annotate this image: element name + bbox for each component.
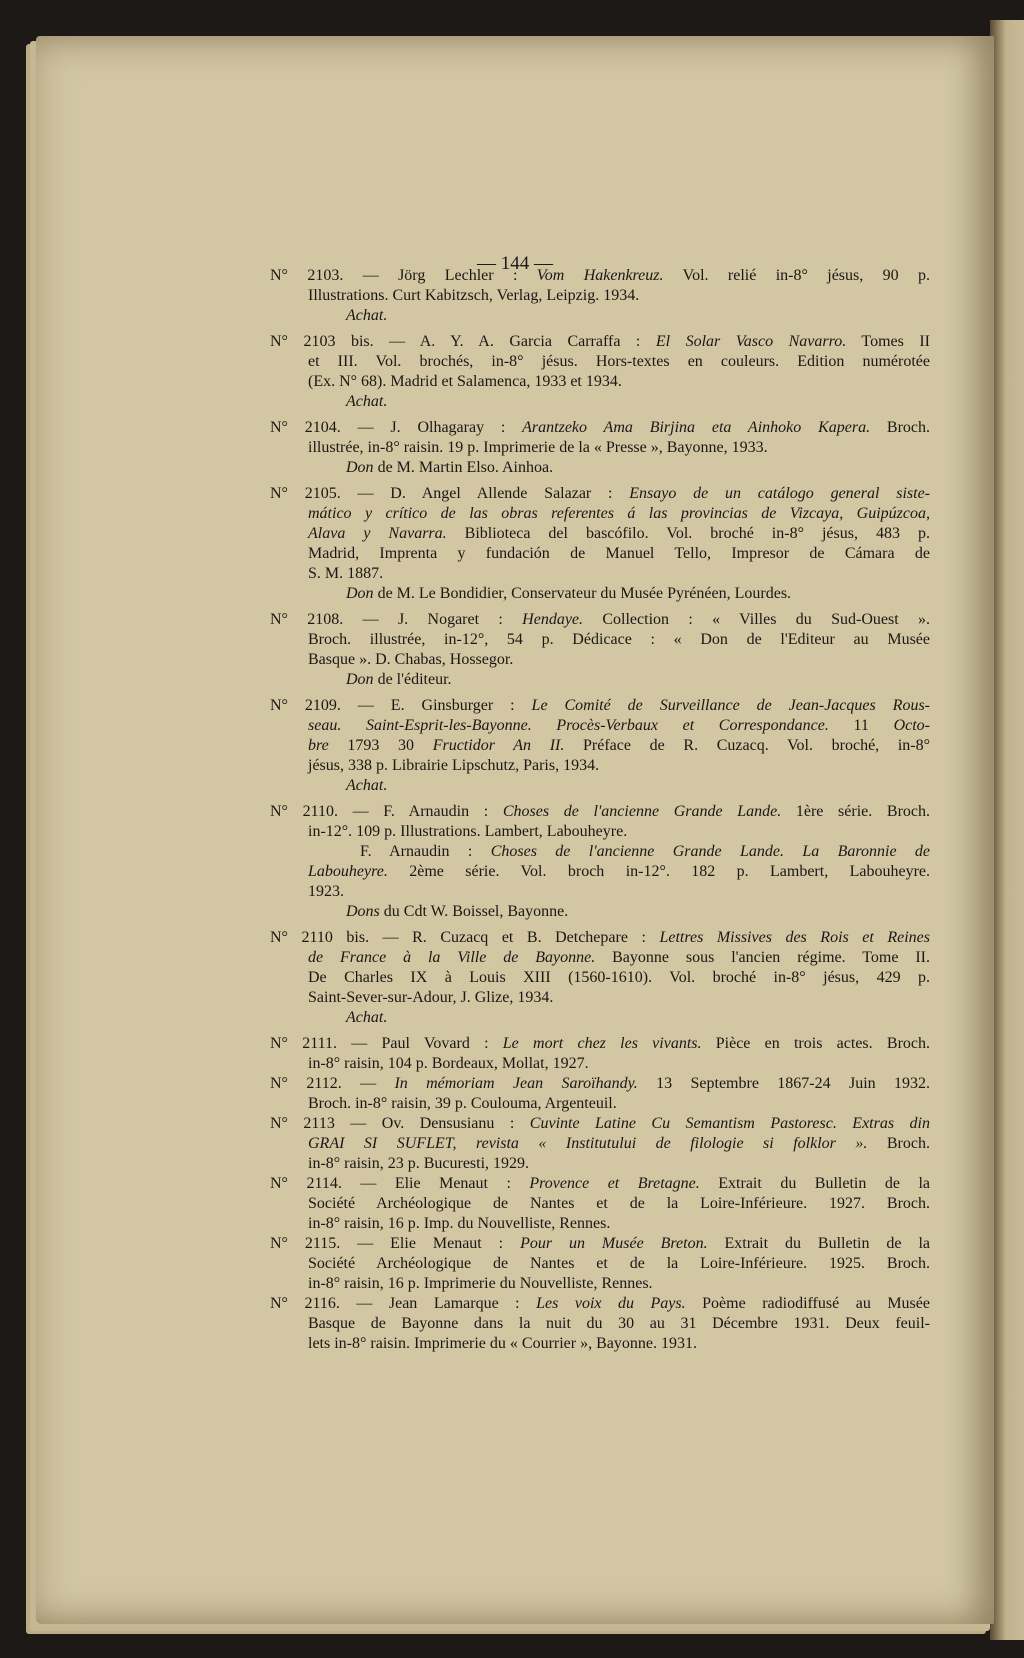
catalogue-entry bbox=[270, 802, 930, 922]
entry-text: Biblioteca del bascófilo. Vol. broché in-8° jésus, 483 p. bbox=[446, 525, 930, 542]
entry-text: N° 2110 bis. — R. Cuzacq et B. Detchepare : bbox=[270, 929, 660, 946]
entry-line bbox=[270, 266, 930, 286]
acquisition-note bbox=[270, 458, 930, 478]
catalogue-entries bbox=[270, 266, 930, 1354]
entry-text: N° 2109. — E. Ginsburger : bbox=[270, 697, 532, 714]
entry-line bbox=[270, 696, 930, 716]
acquisition-text: Don bbox=[346, 459, 374, 476]
entry-text: Préface de R. Cuzacq. Vol. broché, in-8° bbox=[564, 737, 931, 754]
entry-text: N° 2105. — D. Angel Allende Salazar : bbox=[270, 485, 630, 502]
entry-text: N° 2104. — J. Olhagaray : bbox=[270, 419, 523, 436]
title-text: GRAI SI SUFLET, revista « Institutului de filologie si folklor ». bbox=[308, 1135, 868, 1152]
acquisition-text: de M. Martin Elso. Ainhoa. bbox=[373, 459, 554, 476]
title-text: de France à la Ville de Bayonne. bbox=[308, 949, 596, 966]
entry-text: N° 2114. — Elie Menaut : bbox=[270, 1175, 530, 1192]
catalogue-entry bbox=[270, 1114, 930, 1174]
entry-text: Poème radiodiffusé au Musée bbox=[685, 1295, 930, 1312]
entry-text: 2ème série. Vol. broch in-12°. 182 p. Lambert, Labouheyre. bbox=[387, 863, 930, 880]
title-text: Lettres Missives des Rois et Reines bbox=[659, 929, 931, 946]
acquisition-note bbox=[270, 392, 930, 412]
title-text: bre bbox=[308, 737, 329, 754]
entry-text: in-8° raisin, 104 p. Bordeaux, Mollat, 1927. bbox=[308, 1055, 589, 1072]
entry-line bbox=[270, 1194, 930, 1214]
entry-text: N° 2115. — Elie Menaut : bbox=[270, 1235, 521, 1252]
entry-text: N° 2110. — F. Arnaudin : bbox=[270, 803, 503, 820]
entry-text: N° 2112. — bbox=[270, 1075, 395, 1092]
catalogue-entry bbox=[270, 1234, 930, 1294]
title-text: seau. Saint-Esprit-les-Bayonne. Procès-Verbaux et Correspondance. bbox=[308, 717, 829, 734]
entry-line bbox=[270, 564, 930, 584]
acquisition-text: Achat. bbox=[346, 777, 388, 794]
acquisition-text: du Cdt W. Boissel, Bayonne. bbox=[379, 903, 569, 920]
catalogue-entry bbox=[270, 1074, 930, 1114]
entry-line bbox=[270, 1294, 930, 1314]
entry-line bbox=[270, 822, 930, 842]
entry-line bbox=[270, 716, 930, 736]
title-text: Hendaye. bbox=[522, 611, 584, 628]
acquisition-note bbox=[270, 306, 930, 326]
entry-line bbox=[270, 1314, 930, 1334]
entry-text: S. M. 1887. bbox=[308, 565, 384, 582]
entry-line bbox=[270, 1094, 930, 1114]
entry-text: Bayonne sous l'ancien régime. Tome II. bbox=[595, 949, 930, 966]
entry-text: Illustrations. Curt Kabitzsch, Verlag, Leipzig. 1934. bbox=[308, 287, 640, 304]
entry-text: N° 2113 — Ov. Densusianu : bbox=[270, 1115, 530, 1132]
entry-line bbox=[270, 862, 930, 882]
entry-line bbox=[270, 504, 930, 524]
title-text: Les voix du Pays. bbox=[536, 1295, 686, 1312]
entry-line bbox=[270, 842, 930, 862]
entry-line bbox=[270, 418, 930, 438]
title-text: In mémoriam Jean Saroïhandy. bbox=[394, 1075, 638, 1092]
entry-text: Broch. illustrée, in-12°, 54 p. Dédicace : « Don de l'Editeur au Musée bbox=[308, 631, 930, 648]
title-text: Vom Hakenkreuz. bbox=[536, 267, 664, 284]
entry-text: N° 2116. — Jean Lamarque : bbox=[270, 1295, 537, 1312]
entry-text: Tomes II bbox=[846, 333, 931, 350]
entry-text: N° 2108. — J. Nogaret : bbox=[270, 611, 523, 628]
entry-line bbox=[270, 1034, 930, 1054]
entry-line bbox=[270, 352, 930, 372]
title-text: Provence et Bretagne. bbox=[529, 1175, 700, 1192]
entry-line bbox=[270, 756, 930, 776]
title-text: Cuvinte Latine Cu Semantism Pastoresc. Extras din bbox=[529, 1115, 930, 1132]
entry-text: Vol. relié in-8° jésus, 90 p. bbox=[663, 267, 931, 284]
entry-text: Extrait du Bulletin de la bbox=[707, 1235, 930, 1252]
entry-line bbox=[270, 1214, 930, 1234]
entry-line bbox=[270, 372, 930, 392]
entry-line bbox=[270, 610, 930, 630]
entry-text: 13 Septembre 1867-24 Juin 1932. bbox=[637, 1075, 930, 1092]
acquisition-text: Don bbox=[346, 585, 374, 602]
entry-text: jésus, 338 p. Librairie Lipschutz, Paris, 1934. bbox=[308, 757, 600, 774]
entry-text: Basque ». D. Chabas, Hossegor. bbox=[308, 651, 514, 668]
title-text: Le mort chez les vivants. bbox=[502, 1035, 702, 1052]
entry-line bbox=[270, 948, 930, 968]
catalogue-entry bbox=[270, 418, 930, 478]
entry-line bbox=[270, 968, 930, 988]
entry-text: 1923. bbox=[308, 883, 344, 900]
acquisition-text: Achat. bbox=[346, 393, 388, 410]
entry-line bbox=[270, 1154, 930, 1174]
entry-text: Extrait du Bulletin de la bbox=[699, 1175, 930, 1192]
entry-text: 1ère série. Broch. bbox=[781, 803, 930, 820]
acquisition-note bbox=[270, 584, 930, 604]
acquisition-text: de M. Le Bondidier, Conservateur du Musée Pyrénéen, Lourdes. bbox=[373, 585, 792, 602]
entry-line bbox=[270, 988, 930, 1008]
catalogue-entry bbox=[270, 696, 930, 796]
catalogue-entry bbox=[270, 1174, 930, 1234]
entry-text: in-8° raisin, 23 p. Bucuresti, 1929. bbox=[308, 1155, 530, 1172]
entry-line bbox=[270, 882, 930, 902]
catalogue-entry bbox=[270, 332, 930, 412]
entry-text: Saint-Sever-sur-Adour, J. Glize, 1934. bbox=[308, 989, 554, 1006]
title-text: Ensayo de un catálogo general siste- bbox=[629, 485, 931, 502]
title-text: El Solar Vasco Navarro. bbox=[655, 333, 847, 350]
entry-line bbox=[270, 1334, 930, 1354]
entry-line bbox=[270, 928, 930, 948]
entry-text: in-8° raisin, 16 p. Imprimerie du Nouvelliste, Rennes. bbox=[308, 1275, 653, 1292]
entry-text: Collection : « Villes du Sud-Ouest ». bbox=[583, 611, 931, 628]
entry-line bbox=[270, 650, 930, 670]
entry-line bbox=[270, 1074, 930, 1094]
entry-line bbox=[270, 630, 930, 650]
entry-line bbox=[270, 1274, 930, 1294]
entry-text: in-8° raisin, 16 p. Imp. du Nouvelliste, Rennes. bbox=[308, 1215, 611, 1232]
entry-text: Basque de Bayonne dans la nuit du 30 au 31 Décembre 1931. Deux feuil- bbox=[308, 1315, 930, 1332]
entry-text: 11 bbox=[828, 717, 894, 734]
entry-line bbox=[270, 286, 930, 306]
entry-line bbox=[270, 1254, 930, 1274]
acquisition-text: Dons bbox=[346, 903, 380, 920]
entry-line bbox=[270, 484, 930, 504]
entry-line bbox=[270, 1234, 930, 1254]
title-text: Arantzeko Ama Birjina eta Ainhoko Kapera. bbox=[522, 419, 871, 436]
entry-text: Broch. bbox=[867, 1135, 930, 1152]
entry-text: (Ex. N° 68). Madrid et Salamenca, 1933 et 1934. bbox=[308, 373, 622, 390]
entry-text: F. Arnaudin : bbox=[360, 843, 491, 860]
entry-text: Broch. in-8° raisin, 39 p. Coulouma, Argenteuil. bbox=[308, 1095, 617, 1112]
title-text: Le Comité de Surveillance de Jean-Jacques Rous- bbox=[531, 697, 930, 714]
entry-line bbox=[270, 802, 930, 822]
entry-text: Broch. bbox=[870, 419, 930, 436]
entry-text: lets in-8° raisin. Imprimerie du « Courrier », Bayonne. 1931. bbox=[308, 1335, 697, 1352]
entry-text: Pièce en trois actes. Broch. bbox=[701, 1035, 930, 1052]
catalogue-entry bbox=[270, 484, 930, 604]
title-text: Alava y Navarra. bbox=[308, 525, 447, 542]
acquisition-text: Achat. bbox=[346, 307, 388, 324]
acquisition-text: Don bbox=[346, 671, 374, 688]
entry-line bbox=[270, 544, 930, 564]
entry-text: N° 2103 bis. — A. Y. A. Garcia Carraffa : bbox=[270, 333, 656, 350]
entry-text: N° 2111. — Paul Vovard : bbox=[270, 1035, 503, 1052]
catalogue-entry bbox=[270, 1034, 930, 1074]
entry-text: Madrid, Imprenta y fundación de Manuel Tello, Impresor de Cámara de bbox=[308, 545, 930, 562]
title-text: Pour un Musée Breton. bbox=[520, 1235, 708, 1252]
entry-text: 1793 30 bbox=[328, 737, 433, 754]
catalogue-entry bbox=[270, 1294, 930, 1354]
entry-line bbox=[270, 1174, 930, 1194]
entry-line bbox=[270, 1134, 930, 1154]
entry-text: Société Archéologique de Nantes et de la Loire-Inférieure. 1927. Broch. bbox=[308, 1195, 930, 1212]
title-text: mático y crítico de las obras referentes á las provincias de Vizcaya, Guipúzcoa, bbox=[308, 505, 930, 522]
title-text: Fructidor An II. bbox=[432, 737, 565, 754]
acquisition-text: Achat. bbox=[346, 1009, 388, 1026]
entry-text: Société Archéologique de Nantes et de la Loire-Inférieure. 1925. Broch. bbox=[308, 1255, 930, 1272]
entry-text: illustrée, in-8° raisin. 19 p. Imprimerie de la « Presse », Bayonne, 1933. bbox=[308, 439, 768, 456]
page-number: — 144 — bbox=[477, 253, 553, 274]
entry-text: in-12°. 109 p. Illustrations. Lambert, Labouheyre. bbox=[308, 823, 628, 840]
facing-page-edge bbox=[990, 20, 1024, 1640]
catalogue-entry bbox=[270, 928, 930, 1028]
entry-line bbox=[270, 332, 930, 352]
entry-line bbox=[270, 1054, 930, 1074]
acquisition-text: de l'éditeur. bbox=[373, 671, 452, 688]
catalogue-entry bbox=[270, 610, 930, 690]
title-text: Labouheyre. bbox=[308, 863, 388, 880]
entry-text: De Charles IX à Louis XIII (1560-1610). Vol. broché in-8° jésus, 429 p. bbox=[308, 969, 930, 986]
acquisition-note bbox=[270, 670, 930, 690]
title-text: Choses de l'ancienne Grande Lande. La Baronnie de bbox=[490, 843, 931, 860]
acquisition-note bbox=[270, 776, 930, 796]
acquisition-note bbox=[270, 1008, 930, 1028]
entry-line bbox=[270, 1114, 930, 1134]
title-text: Octo- bbox=[893, 717, 930, 734]
title-text: Choses de l'ancienne Grande Lande. bbox=[502, 803, 782, 820]
acquisition-note bbox=[270, 902, 930, 922]
entry-line bbox=[270, 736, 930, 756]
entry-line bbox=[270, 524, 930, 544]
entry-line bbox=[270, 438, 930, 458]
catalogue-entry bbox=[270, 266, 930, 326]
entry-text: et III. Vol. brochés, in-8° jésus. Hors-textes en couleurs. Edition numérotée bbox=[308, 353, 930, 370]
entry-text: N° 2103. — Jörg Lechler : bbox=[270, 267, 537, 284]
